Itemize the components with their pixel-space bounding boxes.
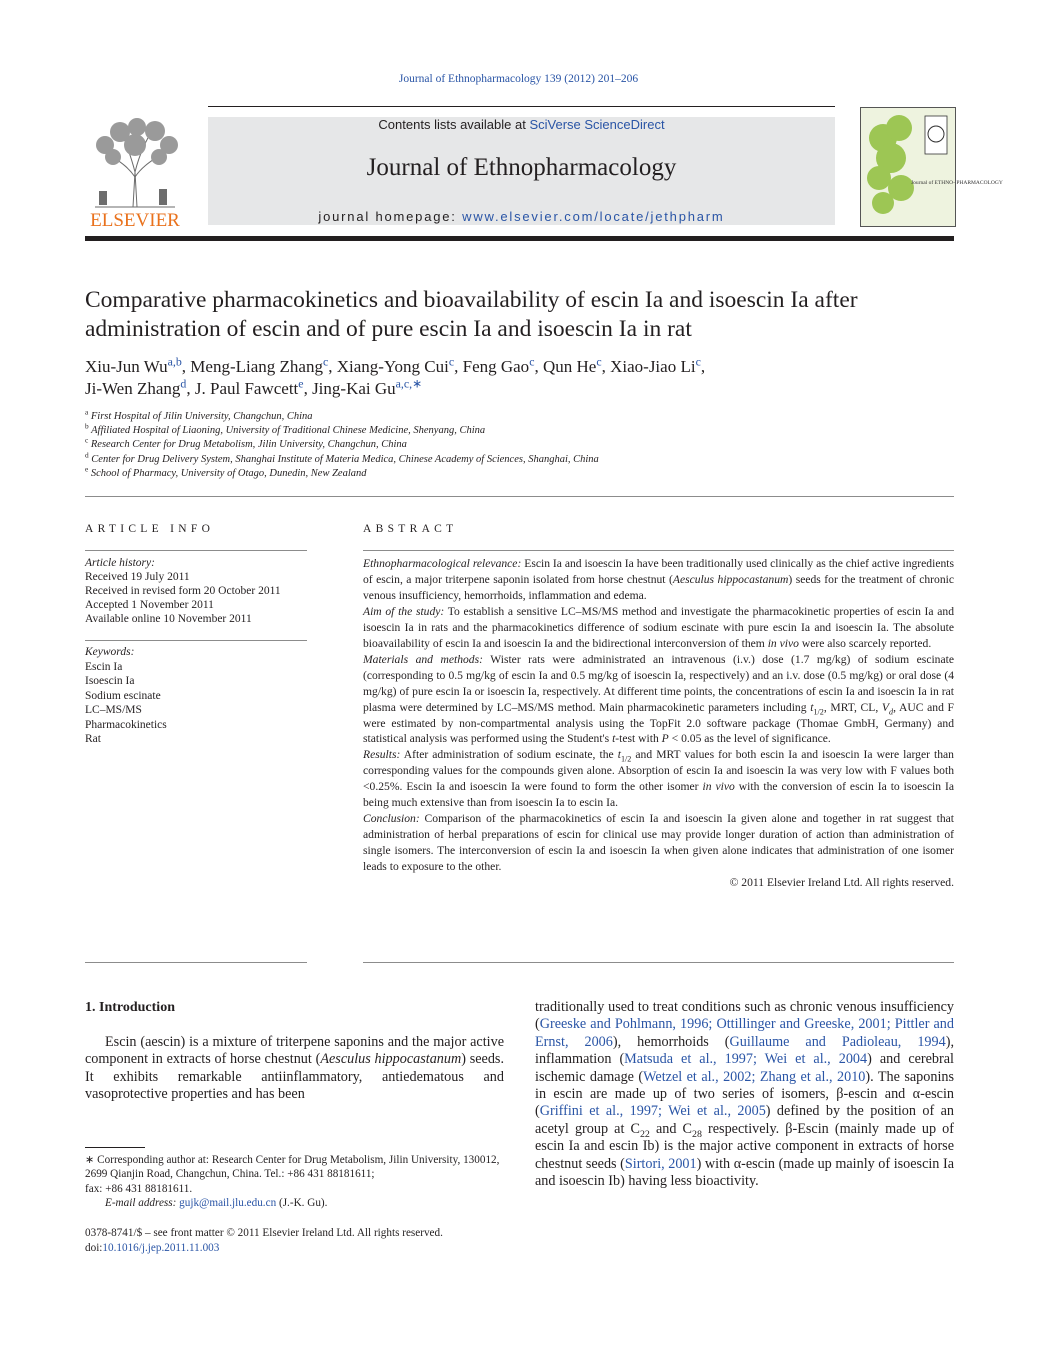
citation-link[interactable]: Sirtori, 2001 [624, 1155, 697, 1172]
author-name[interactable]: J. Paul Fawcett [194, 379, 299, 398]
affiliation: $^d$ Center for Drug Delivery System, Shanghai Institute of Materia Medica, Chinese Academy of Sciences, Shanghai, China [85, 450, 599, 465]
citation-link[interactable]: Wetzel et al., 2002; Zhang et al., 2010 [643, 1068, 866, 1085]
author-affil-marker[interactable]: d [180, 376, 187, 391]
keyword: Isoescin Ia [85, 675, 135, 687]
author-affil-marker[interactable]: c [529, 354, 535, 369]
issn-line: 0378-8741/$ – see front matter © 2011 Elsevier Ireland Ltd. All rights reserved. [85, 1227, 443, 1239]
author-name[interactable]: Meng-Liang Zhang [190, 357, 323, 376]
tree-icon [85, 117, 185, 229]
header-thick-rule [85, 236, 954, 241]
divider [363, 962, 954, 963]
author-name[interactable]: Jing-Kai Gu [312, 379, 396, 398]
corresponding-author-footnote [85, 1153, 504, 1211]
divider [85, 550, 307, 551]
divider [363, 550, 954, 551]
author-name[interactable]: Feng Gao [462, 357, 530, 376]
homepage-link[interactable]: www.elsevier.com/locate/jethpharm [462, 209, 725, 224]
contents-prefix: Contents lists available at [378, 117, 530, 132]
doi-line: doi:10.1016/j.jep.2011.11.003 [85, 1241, 220, 1254]
author-list: Xiu-Jun Wu$^{a,b}$, Meng-Liang Zhang$^c$, Xiang-Yong Cui$^c$, Feng Gao$^c$, Qun He$^c$, Xiao-Jiao Li$^c$, Ji-Wen Zhang$^d$, J. Paul Fawcett$^e$, Jing-Kai $Gu^{a,c,∗}$ [85, 354, 706, 398]
journal-title: Journal of Ethnopharmacology [366, 154, 677, 181]
svg-text:Journal of ETHNO- PHARMACOLOGY: Journal of ETHNO- PHARMACOLOGY [911, 180, 1003, 186]
article-history [85, 556, 307, 626]
divider [85, 962, 307, 963]
body-column-right [535, 999, 954, 1190]
affiliation: $^a$ First Hospital of Jilin University, Changchun, China [85, 407, 313, 422]
copyright-notice: © 2011 Elsevier Ireland Ltd. All rights reserved. [729, 876, 954, 890]
history-item: Accepted 1 November 2011 [85, 599, 214, 611]
abstract-results: Results: After administration of sodium escinate, the $t_{1/2}$ and MRT values for both escin Ia and isoescin Ia were larger than corresponding values for the compounds given alone. Absorption of escin Ia and isoescin Ia was very low with F values both <0.25%. Escin Ia and isoescin Ia were found to form the other isomer in vivo with the conversion of escin Ia to isoescin Ia being much extensive than from isoescin Ia to escin Ia. [363, 748, 955, 810]
article-title: Comparative pharmacokinetics and bioavailability of escin Ia and isoescin Ia after administration of escin and of pure escin Ia and isoescin Ia in rat [85, 287, 858, 342]
keyword: Sodium escinate [85, 689, 161, 702]
divider [85, 640, 307, 641]
history-item: Received 19 July 2011 [85, 571, 190, 583]
abstract-body [363, 556, 954, 891]
svg-text:ELSEVIER: ELSEVIER [90, 210, 180, 231]
elsevier-logo [85, 117, 185, 229]
body-column-left [85, 1034, 504, 1104]
history-item: Available online 10 November 2011 [85, 613, 252, 625]
footnote-email: E-mail address: gujk@mail.jlu.edu.cn (J.-K. Gu). [105, 1197, 328, 1210]
keyword: Rat [85, 733, 101, 745]
author-affil-marker[interactable]: a,c,∗ [395, 376, 423, 391]
author-affil-marker[interactable]: c [596, 354, 602, 369]
affiliation: $^b$ Affiliated Hospital of Liaoning, University of Traditional Chinese Medicine, Shenyang, China [85, 421, 486, 437]
author-affil-marker[interactable]: c [322, 354, 329, 369]
author-affil-marker[interactable]: e [298, 376, 304, 391]
author-affil-marker[interactable]: a,b [167, 354, 182, 369]
footnote-fax: fax: +86 431 88181611. [85, 1182, 193, 1195]
citation-link[interactable]: Guillaume and Padioleau, 1994 [729, 1033, 946, 1050]
cover-image [861, 108, 1003, 226]
header-rule [208, 106, 835, 107]
author-affil-marker[interactable]: c [695, 354, 701, 369]
paragraph: Escin (aescin) is a mixture of triterpene saponins and the major active component in extracts of horse chestnut (Aesculus hippocastanum) seeds. It exhibits remarkable antiinflammatory, antiedematous and vasoprotective properties and has been [85, 1034, 504, 1103]
author-name[interactable]: Ji-Wen Zhang [85, 379, 181, 398]
citation-link[interactable]: Matsuda et al., 1997; Wei et al., 2004 [624, 1051, 868, 1068]
journal-homepage [208, 209, 835, 224]
abstract-relevance: Ethnopharmacological relevance: Escin Ia and isoescin Ia have been traditionally used clinically as the chief active ingredients of escin, a major triterpene saponin isolated from horse chestnut (Aesculus hippocastanum) seeds for the treatment of chronic venous insufficiency, hemorrhoids, inflammation and edema. [363, 557, 954, 602]
divider [85, 496, 954, 497]
front-matter [85, 1226, 525, 1255]
keywords [85, 645, 307, 747]
citation-link[interactable]: Griffini et al., 1997; Wei et al., 2005 [539, 1103, 766, 1120]
doi-link[interactable]: 10.1016/j.jep.2011.11.003 [102, 1241, 220, 1254]
journal-cover-thumbnail[interactable] [860, 107, 1003, 227]
keyword: Escin Ia [85, 660, 123, 673]
paragraph: traditionally used to treat conditions such as chronic venous insufficiency (Greeske and Pohlmann, 1996; Ottillinger and Greeske, 2001; Pittler and Ernst, 2006), hemorrhoids (Guillaume and Padioleau, 1994), inflammation (Matsuda et al., 1997; Wei et al., 2004) and cerebral ischemic damage (Wetzel et al., 2002; Zhang et al., 2010). The saponins in escin are made up of two series of isomers, β-escin and α-escin (Griffini et al., 1997; Wei et al., 2005) defined by the position of an acetyl group at $C_{22}$ and $C_{28}$ respectively. β-Escin (mainly made up of escin Ia and escin Ib) is the major active component in extracts of horse chestnut seeds (Sirtori, 2001) with α-escin (made up mainly of isoescin Ia and isoescin Ib) having less bioactivity. [535, 999, 955, 1190]
abstract-aim: Aim of the study: To establish a sensitive LC–MS/MS method and investigate the pharmacokinetic properties of escin Ia and isoescin Ia in rats and the pharmacokinetics difference of sodium escinate with pure escin Ia and isoescin Ia. The absolute bioavailability of escin Ia and isoescin Ia and the bidirectional interconversion of them in vivo were also scarcely reported. [363, 604, 955, 650]
keyword: LC–MS/MS [85, 704, 142, 716]
sciencedirect-link[interactable]: SciVerse ScienceDirect [529, 117, 665, 132]
citation-link[interactable]: Greeske and Pohlmann, 1996; Ottillinger and Greeske, 2001; Pittler and Ernst, 2006 [535, 1016, 954, 1050]
journal-citation[interactable]: Journal of Ethnopharmacology 139 (2012) 201–206 [398, 73, 639, 85]
article-info-heading: ARTICLE INFO [85, 523, 215, 535]
abstract-conclusion: Conclusion: Comparison of the pharmacokinetics of escin Ia and isoescin Ia given alone and together in rat suggest that administration of herbal preparations of escin for clinical use may provide longer duration of action than administration of single isomers. The interconversion of escin Ia and isoescin Ia when given alone indicates that administration of one isomer leads to exposure to the other. [363, 812, 954, 874]
author-name[interactable]: Xiao-Jiao Li [610, 357, 696, 376]
homepage-prefix: journal homepage: [318, 209, 463, 224]
history-label: Article history: [85, 557, 155, 569]
affiliation-list [85, 407, 965, 481]
author-name[interactable]: Xiang-Yong Cui [336, 357, 449, 376]
email-link[interactable]: gujk@mail.jlu.edu.cn [179, 1197, 277, 1210]
contents-line [208, 117, 835, 132]
author-name[interactable]: Xiu-Jun Wu [85, 357, 168, 376]
footnote-address: ∗ Corresponding author at: Research Center for Drug Metabolism, Jilin University, 130012, 2699 Qianjin Road, Changchun, China. Tel.: +86 431 88181611; [85, 1154, 500, 1181]
footnote-rule [85, 1147, 145, 1148]
author-name[interactable]: Qun He [542, 357, 597, 376]
section-heading-introduction: 1. Introduction [85, 1000, 175, 1015]
abstract-heading: ABSTRACT [363, 523, 458, 535]
keyword: Pharmacokinetics [85, 718, 167, 731]
keywords-label: Keywords: [85, 646, 135, 658]
history-item: Received in revised form 20 October 2011 [85, 585, 281, 597]
affiliation: $^e$ School of Pharmacy, University of Otago, Dunedin, New Zealand [85, 464, 367, 479]
abstract-methods: Materials and methods: Wister rats were administrated an intravenous (i.v.) dose (1.7 mg/kg) of sodium escinate (corresponding to 0.5 mg/kg of escin Ia and 0.5 mg/kg of isoescin Ia, respectively) and an i.v. dose (0.5 mg/kg) or oral dose (4 mg/kg) of pure escin Ia or isoescin Ia, respectively. At different time points, the concentrations of escin Ia and isoescin Ia in rat plasma were determined by LC–MS/MS method. Main pharmacokinetic parameters including $t_{1/2}$, MRT, CL, $V_d$, AUC and F were estimated by non-compartmental analysis using the TopFit 2.0 software package (Thomae GmbH, Germany) and statistical analysis was performed using the Student's t-test with P < 0.05 as the level of significance. [363, 652, 954, 746]
author-affil-marker[interactable]: c [448, 354, 455, 369]
affiliation: $^c$ Research Center for Drug Metabolism, Jilin University, Changchun, China [85, 435, 407, 451]
